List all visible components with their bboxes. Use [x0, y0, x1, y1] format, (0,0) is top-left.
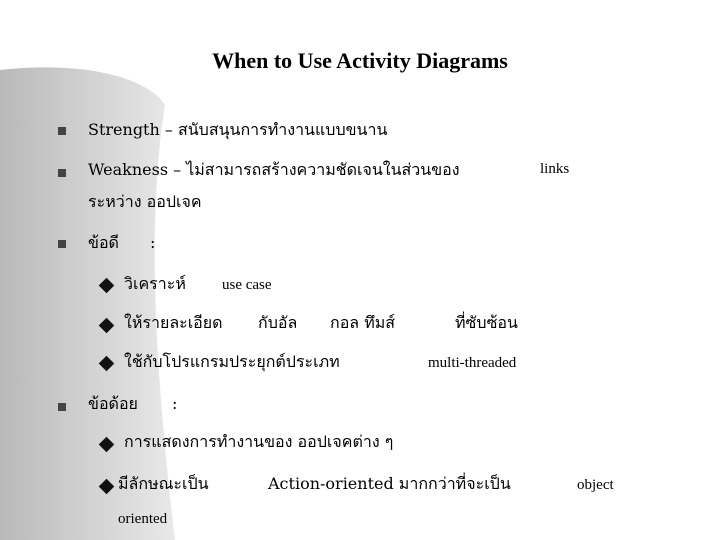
disadvantage-2-object: object: [577, 477, 614, 493]
disadvantage-2-thai: มีลักษณะเป็น: [118, 474, 209, 493]
advantage-2-part-c: กอล ทึมส์: [330, 313, 396, 332]
advantage-1-thai: วิเคราะห์: [124, 274, 186, 293]
advantages-heading: ข้อดี: [88, 233, 119, 252]
square-bullet-icon: [58, 169, 66, 177]
slide-title: When to Use Activity Diagrams: [212, 48, 508, 73]
weakness-text: Weakness – ไม่สามารถสร้างความชัดเจนในส่วนของ: [88, 160, 460, 179]
weakness-text-line2: ระหว่าง ออปเจค: [88, 192, 202, 211]
disadvantage-2-line2: oriented: [118, 511, 168, 527]
strength-text: Strength – สนับสนุนการทำงานแบบขนาน: [88, 120, 388, 139]
advantage-3-en: multi-threaded: [428, 355, 517, 371]
advantage-2-part-d: ที่ซับซ้อน: [455, 313, 518, 332]
advantage-2-part-b: กับอัล: [258, 313, 298, 332]
square-bullet-icon: [58, 403, 66, 411]
square-bullet-icon: [58, 127, 66, 135]
advantage-2-part-a: ให้รายละเอียด: [124, 313, 223, 332]
advantage-3-thai: ใช้กับโปรแกรมประยุกต์ประเภท: [124, 352, 340, 371]
weakness-links-text: links: [540, 161, 570, 177]
disadvantage-2-en: Action-oriented มากกว่าที่จะเป็น: [268, 474, 511, 493]
disadvantages-colon: :: [172, 394, 178, 413]
advantages-colon: :: [150, 233, 156, 252]
disadvantage-1-text: การแสดงการทำงานของ ออปเจคต่าง ๆ: [124, 432, 394, 451]
disadvantages-heading: ข้อด้อย: [88, 394, 138, 413]
square-bullet-icon: [58, 240, 66, 248]
advantage-1-en: use case: [222, 277, 272, 293]
